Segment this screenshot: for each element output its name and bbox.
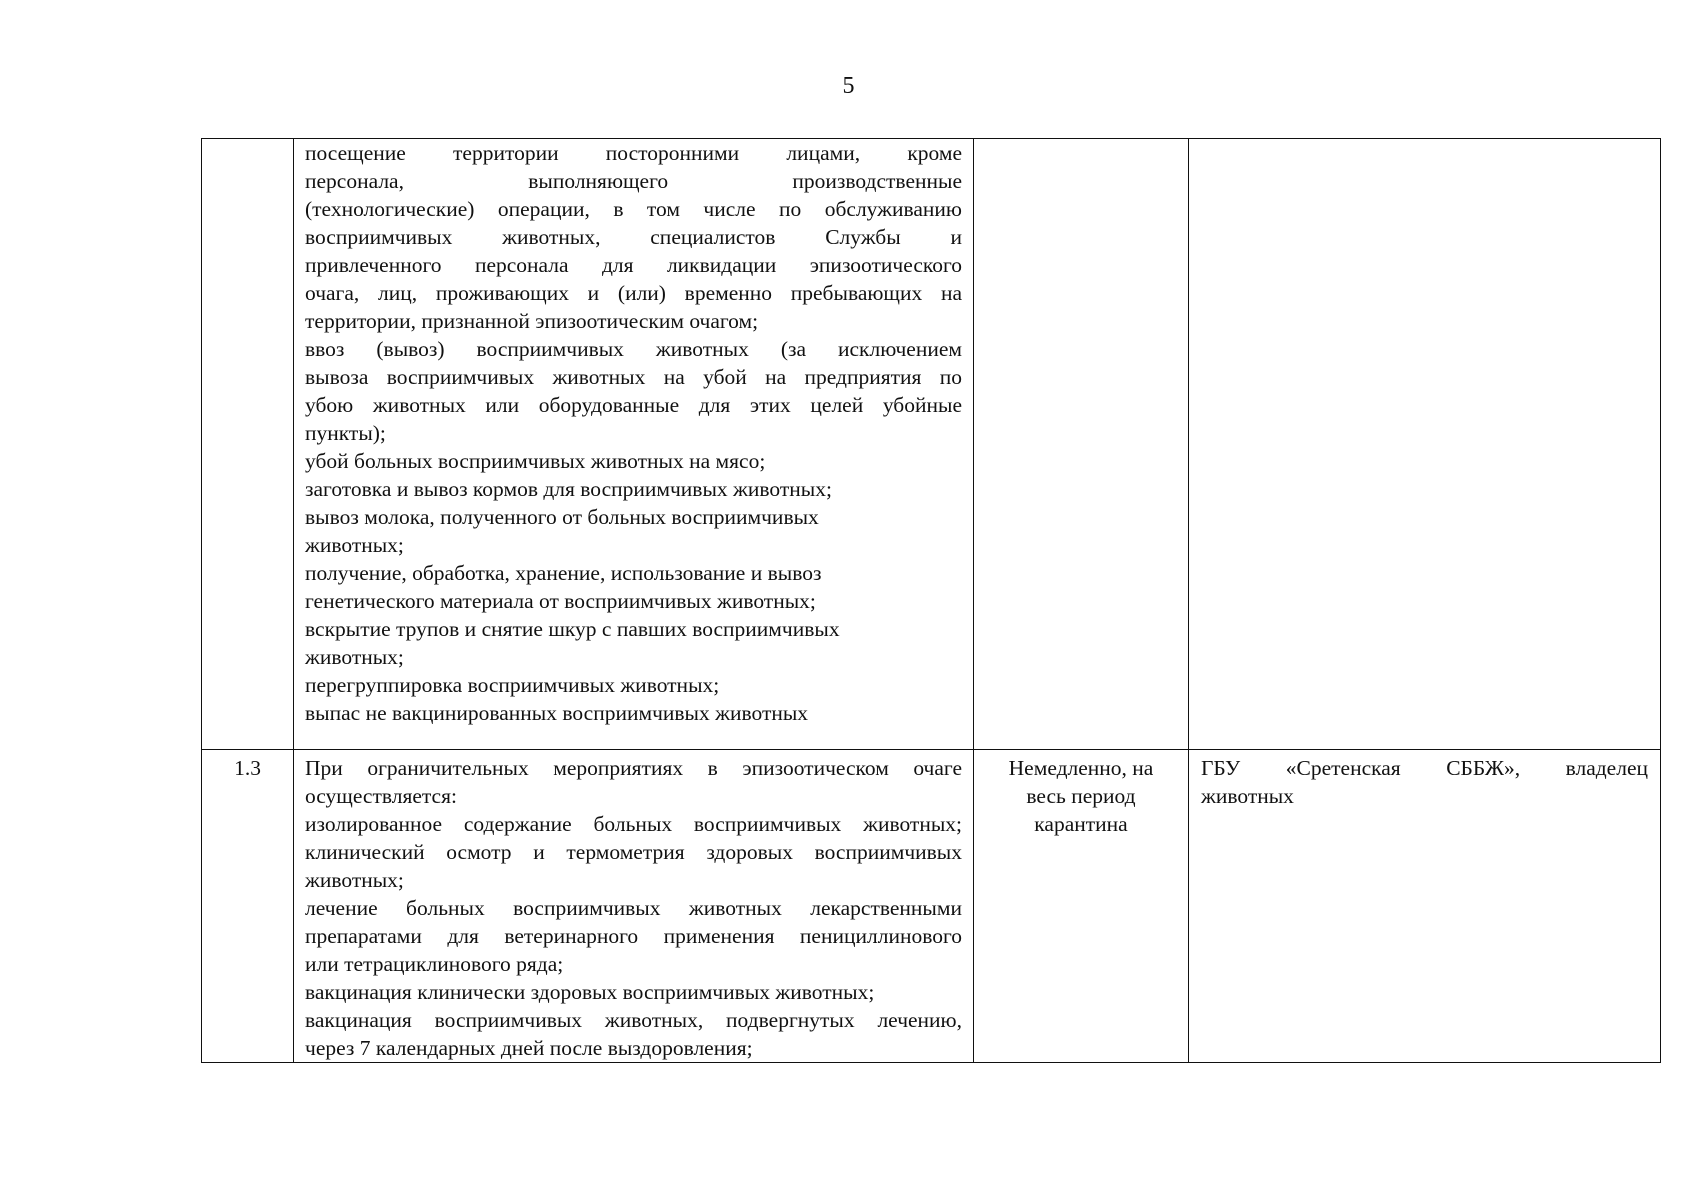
text-line: животных bbox=[1201, 784, 1294, 808]
responsible-text bbox=[1189, 139, 1660, 143]
text-line: выпас не вакцинированных восприимчивых животных bbox=[305, 701, 809, 725]
text-line: ввоз (вывоз) восприимчивых животных (за исключением bbox=[305, 337, 962, 361]
text-line: вскрытие трупов и снятие шкур с павших восприимчивых bbox=[305, 617, 840, 641]
text-line: перегруппировка восприимчивых животных; bbox=[305, 673, 720, 697]
item-number-cell bbox=[202, 139, 294, 750]
text-line: привлеченного персонала для ликвидации эпизоотического bbox=[305, 253, 962, 277]
text-line: вакцинация восприимчивых животных, подвергнутых лечению, bbox=[305, 1008, 962, 1032]
text-line: ГБУ «Сретенская СББЖ», владелец bbox=[1201, 756, 1648, 780]
text-line: вывоз молока, полученного от больных восприимчивых bbox=[305, 505, 819, 529]
text-line: восприимчивых животных, специалистов Службы и bbox=[305, 225, 962, 249]
text-line: (технологические) операции, в том числе по обслуживанию bbox=[305, 197, 962, 221]
item-number bbox=[202, 139, 293, 143]
text-line: персонала, выполняющего производственные bbox=[305, 169, 962, 193]
text-line: убою животных или оборудованные для этих целей убойные bbox=[305, 393, 962, 417]
text-line: животных; bbox=[305, 868, 404, 892]
text-line: животных; bbox=[305, 533, 404, 557]
term-cell bbox=[974, 139, 1189, 750]
responsible-cell bbox=[1189, 750, 1661, 1063]
text-line: клинический осмотр и термометрия здоровых восприимчивых bbox=[305, 840, 962, 864]
measures-text bbox=[294, 750, 973, 1062]
measures-text bbox=[294, 139, 973, 727]
page-number: 5 bbox=[842, 73, 855, 99]
text-line: изолированное содержание больных восприимчивых животных; bbox=[305, 812, 962, 836]
term-text bbox=[974, 139, 1188, 143]
text-line: получение, обработка, хранение, использование и вывоз bbox=[305, 561, 822, 585]
text-line: При ограничительных мероприятиях в эпизоотическом очаге bbox=[305, 756, 962, 780]
text-line: вывоза восприимчивых животных на убой на предприятия по bbox=[305, 365, 962, 389]
item-number-cell bbox=[202, 750, 294, 1063]
table-row bbox=[202, 139, 1661, 750]
text-line: очага, лиц, проживающих и (или) временно пребывающих на bbox=[305, 281, 962, 305]
measures-table bbox=[201, 138, 1661, 1063]
table-row bbox=[202, 750, 1661, 1063]
text-line: осуществляется: bbox=[305, 784, 457, 808]
measures-text-cell bbox=[294, 139, 974, 750]
term-line: весь период bbox=[1026, 784, 1136, 808]
text-line: вакцинация клинически здоровых восприимчивых животных; bbox=[305, 980, 875, 1004]
text-line: лечение больных восприимчивых животных лекарственными bbox=[305, 896, 962, 920]
text-line: убой больных восприимчивых животных на мясо; bbox=[305, 449, 766, 473]
text-line: животных; bbox=[305, 645, 404, 669]
responsible-text bbox=[1189, 750, 1660, 810]
responsible-cell bbox=[1189, 139, 1661, 750]
term-text bbox=[974, 750, 1188, 838]
text-line: территории, признанной эпизоотическим очагом; bbox=[305, 309, 759, 333]
text-line: заготовка и вывоз кормов для восприимчивых животных; bbox=[305, 477, 832, 501]
text-line: пункты); bbox=[305, 421, 386, 445]
text-line: или тетрациклинового ряда; bbox=[305, 952, 564, 976]
term-cell bbox=[974, 750, 1189, 1063]
text-line: генетического материала от восприимчивых животных; bbox=[305, 589, 816, 613]
text-line: через 7 календарных дней после выздоровления; bbox=[305, 1036, 753, 1060]
text-line: посещение территории посторонними лицами, кроме bbox=[305, 141, 962, 165]
measures-text-cell bbox=[294, 750, 974, 1063]
term-line: карантина bbox=[1034, 812, 1128, 836]
text-line: препаратами для ветеринарного применения пенициллинового bbox=[305, 924, 962, 948]
item-number: 1.3 bbox=[234, 756, 261, 780]
term-line: Немедленно, на bbox=[1008, 756, 1154, 780]
